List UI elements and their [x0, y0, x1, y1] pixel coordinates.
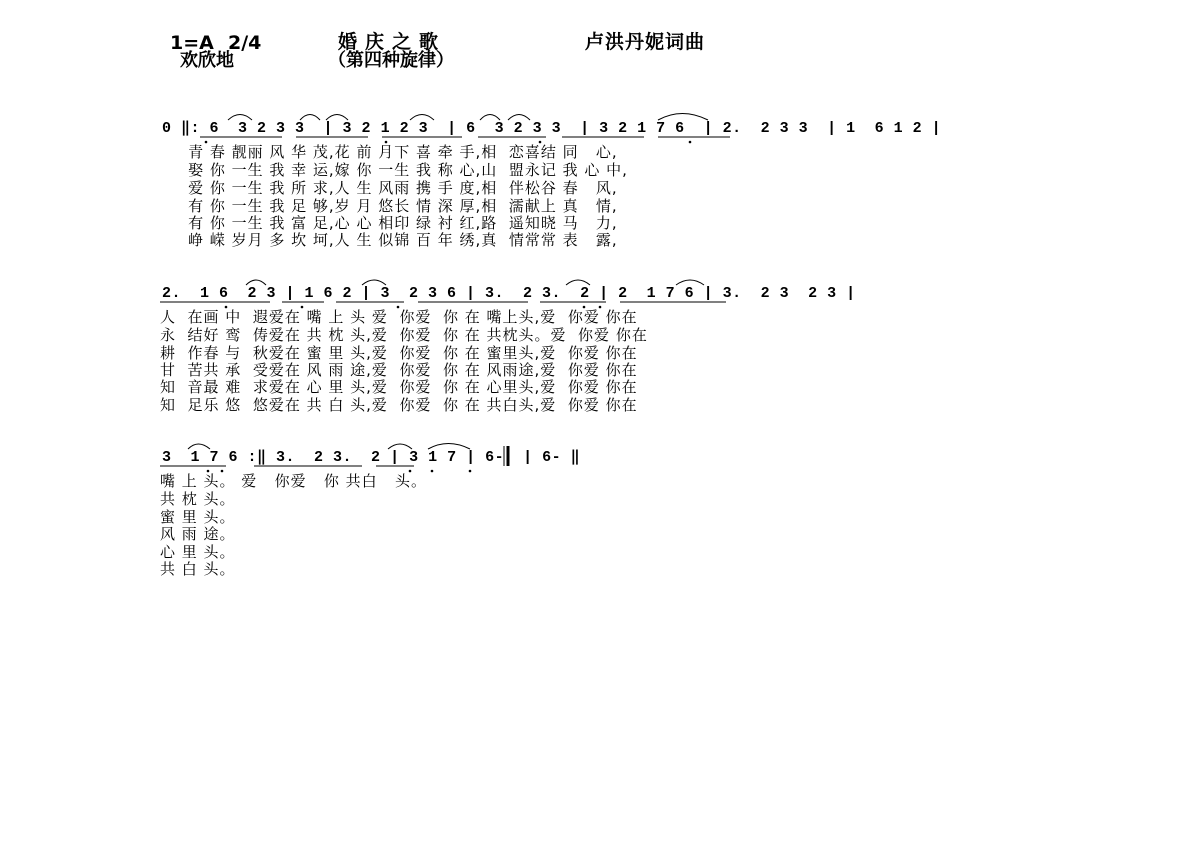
lyric-line: 娶 你 一生 我 幸 运,嫁 你 一生 我 称 心,山 盟永记 我 心 中, [165, 161, 628, 179]
lyric-line: 青 春 靓丽 风 华 茂,花 前 月下 喜 牵 手,相 恋喜结 同 心, [165, 143, 618, 161]
octave-dot [469, 470, 472, 473]
lyric-line: 风 雨 途。 [160, 525, 236, 543]
tempo-marking: 欢欣地 [180, 50, 234, 71]
lyric-line: 人 在画 中 遐爱在 嘴 上 头 爱 你爱 你 在 嘴上头,爱 你爱 你在 [160, 308, 638, 326]
lyric-line: 知 足乐 悠 悠爱在 共 白 头,爱 你爱 你 在 共白头,爱 你爱 你在 [160, 396, 638, 414]
octave-dot [689, 141, 692, 144]
lyric-line: 嘴 上 头。 爱 你爱 你 共白 头。 [160, 472, 427, 490]
lyric-line: 共 白 头。 [160, 560, 236, 578]
time-signature: 2/4 [228, 32, 262, 54]
lyric-line: 有 你 一生 我 足 够,岁 月 悠长 情 深 厚,相 濡献上 真 情, [165, 197, 618, 215]
notation-line: 0 ‖: 6 3 2 3 3 | 3 2 1 2 3 | 6 3 2 3 3 | 3 2 1 7 6 | 2. 2 3 3 | 1 6 1 2 | [162, 120, 942, 137]
key-signature: 1=A [170, 32, 214, 54]
lyric-line: 心 里 头。 [160, 543, 236, 561]
notation-line: 2. 1 6 2 3 | 1 6 2 | 3 2 3 6 | 3. 2 3. 2 | 2 1 7 6 | 3. 2 3 2 3 | [162, 285, 856, 302]
octave-dot [431, 470, 434, 473]
credits: 卢洪丹妮词曲 [585, 31, 706, 53]
lyric-line: 爱 你 一生 我 所 求,人 生 风雨 携 手 度,相 伴松谷 春 风, [165, 179, 618, 197]
notation-line: 3 1 7 6 :‖ 3. 2 3. 2 | 3 1 7 | 6- | 6- ‖ [162, 449, 581, 466]
lyric-line: 甘 苦共 承 受爱在 风 雨 途,爱 你爱 你 在 风雨途,爱 你爱 你在 [160, 361, 638, 379]
lyric-line: 峥 嵘 岁月 多 坎 坷,人 生 似锦 百 年 绣,真 情常常 表 露, [165, 231, 618, 249]
lyric-line: 有 你 一生 我 富 足,心 心 相印 绿 衬 红,路 遥知晓 马 力, [165, 214, 618, 232]
song-title: 婚庆之歌 [338, 31, 447, 53]
lyric-line: 知 音最 难 求爱在 心 里 头,爱 你爱 你 在 心里头,爱 你爱 你在 [160, 378, 638, 396]
lyric-line: 耕 作春 与 秋爱在 蜜 里 头,爱 你爱 你 在 蜜里头,爱 你爱 你在 [160, 344, 638, 362]
lyric-line: 共 枕 头。 [160, 490, 236, 508]
subtitle: （第四种旋律） [328, 50, 454, 71]
lyric-line: 永 结好 鸾 俦爱在 共 枕 头,爱 你爱 你 在 共枕头。爱 你爱 你在 [160, 326, 648, 344]
lyric-line: 蜜 里 头。 [160, 508, 236, 526]
